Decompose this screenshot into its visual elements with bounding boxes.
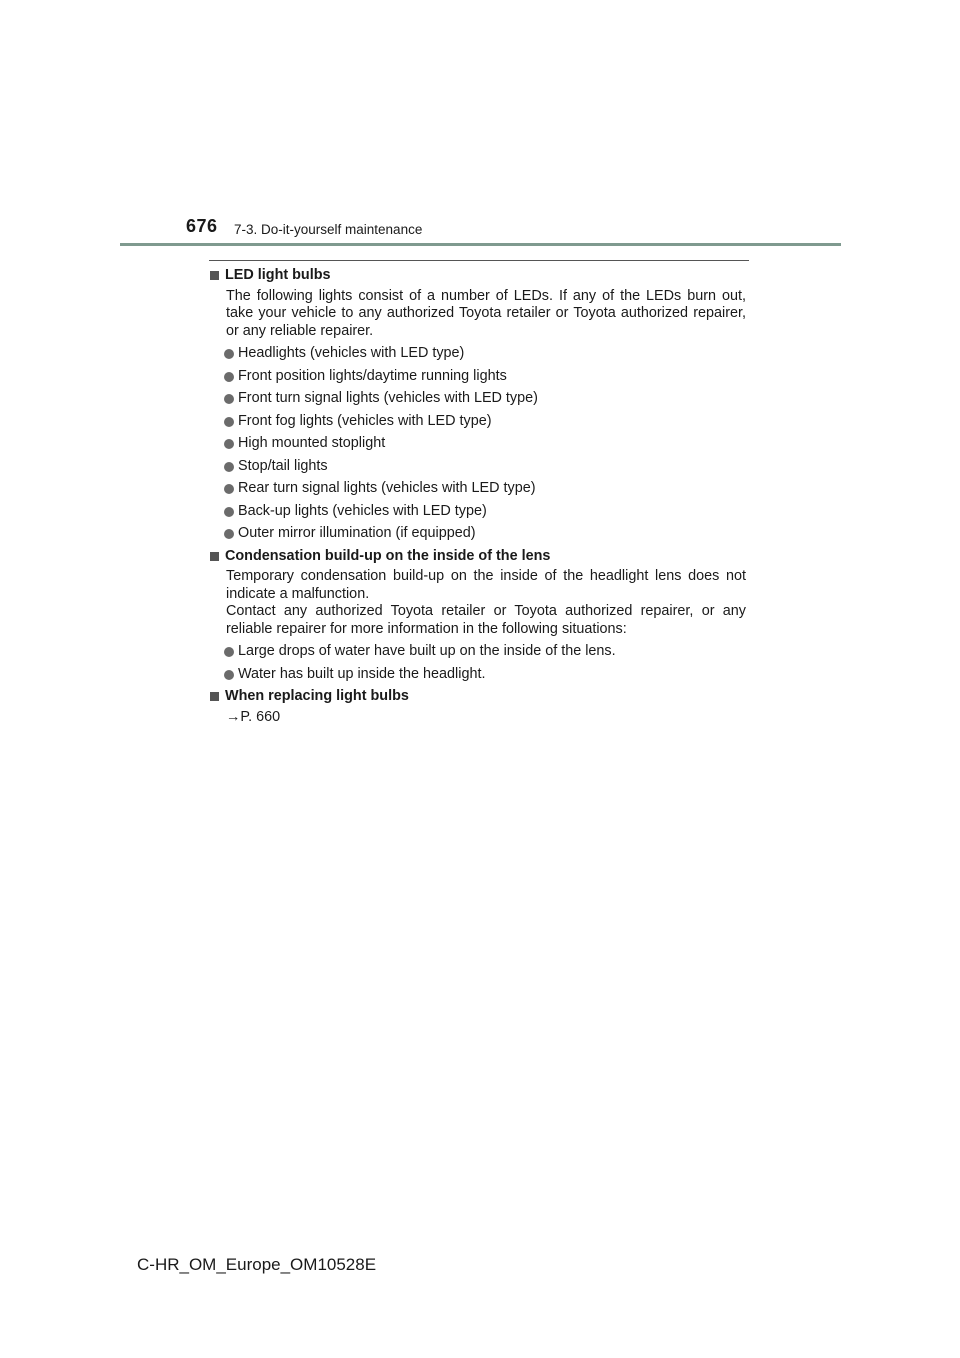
condensation-text-1: Temporary condensation build-up on the inside of the headlight lens does not indicate a malfunction. bbox=[226, 568, 746, 602]
circle-bullet-icon bbox=[224, 529, 234, 539]
list-item bbox=[209, 458, 746, 476]
circle-bullet-icon bbox=[224, 670, 234, 680]
list-item bbox=[209, 345, 746, 363]
list-item-text: Water has built up inside the headlight. bbox=[238, 665, 486, 682]
list-item bbox=[209, 435, 746, 453]
circle-bullet-icon bbox=[224, 439, 234, 449]
circle-bullet-icon bbox=[224, 484, 234, 494]
square-bullet-icon bbox=[210, 271, 219, 280]
page-content bbox=[209, 266, 746, 726]
condensation-text-2: Contact any authorized Toyota retailer or Toyota authorized repairer, or any reliable repairer for more information in the following situations: bbox=[226, 603, 746, 637]
list-item bbox=[209, 643, 746, 661]
circle-bullet-icon bbox=[224, 372, 234, 382]
list-item-text: Outer mirror illumination (if equipped) bbox=[238, 525, 476, 541]
heading-text: When replacing light bulbs bbox=[225, 688, 409, 704]
list-item bbox=[209, 480, 746, 498]
list-item bbox=[209, 503, 746, 521]
led-description: The following lights consist of a number of LEDs. If any of the LEDs burn out, take your vehicle to any authorized Toyota retailer or Toyota authorized repairer, or any reliable repairer. bbox=[226, 287, 746, 339]
circle-bullet-icon bbox=[224, 349, 234, 359]
section-title: 7-3. Do-it-yourself maintenance bbox=[234, 222, 423, 237]
list-item bbox=[209, 390, 746, 408]
circle-bullet-icon bbox=[224, 507, 234, 517]
circle-bullet-icon bbox=[224, 417, 234, 427]
heading-text: LED light bulbs bbox=[225, 267, 331, 283]
list-item bbox=[209, 413, 746, 431]
list-item-text: Front position lights/daytime running lights bbox=[238, 367, 507, 384]
square-bullet-icon bbox=[210, 552, 219, 561]
circle-bullet-icon bbox=[224, 394, 234, 404]
list-item-text: Large drops of water have built up on the inside of the lens. bbox=[238, 643, 616, 659]
list-item bbox=[209, 666, 746, 684]
page-number: 676 bbox=[186, 216, 218, 236]
content-divider bbox=[209, 260, 749, 261]
list-item bbox=[209, 525, 746, 543]
section-heading-led bbox=[209, 267, 746, 285]
list-item-text: Front fog lights (vehicles with LED type) bbox=[238, 412, 492, 429]
square-bullet-icon bbox=[210, 692, 219, 701]
list-item-text: Rear turn signal lights (vehicles with LED type) bbox=[238, 480, 536, 496]
list-item-text: High mounted stoplight bbox=[238, 435, 386, 451]
document-code: C-HR_OM_Europe_OM10528E bbox=[137, 1255, 377, 1274]
list-item-text: Back-up lights (vehicles with LED type) bbox=[238, 502, 487, 519]
heading-text: Condensation build-up on the inside of the lens bbox=[225, 547, 551, 564]
list-item-text: Headlights (vehicles with LED type) bbox=[238, 345, 465, 361]
list-item bbox=[209, 368, 746, 386]
header-divider bbox=[120, 243, 841, 246]
list-item-text: Stop/tail lights bbox=[238, 457, 328, 474]
section-heading-condensation bbox=[209, 548, 746, 566]
section-heading-replacing bbox=[209, 688, 746, 706]
page-reference-link[interactable]: →P. 660 bbox=[226, 708, 281, 725]
list-item-text: Front turn signal lights (vehicles with LED type) bbox=[238, 390, 538, 406]
circle-bullet-icon bbox=[224, 647, 234, 657]
circle-bullet-icon bbox=[224, 462, 234, 472]
